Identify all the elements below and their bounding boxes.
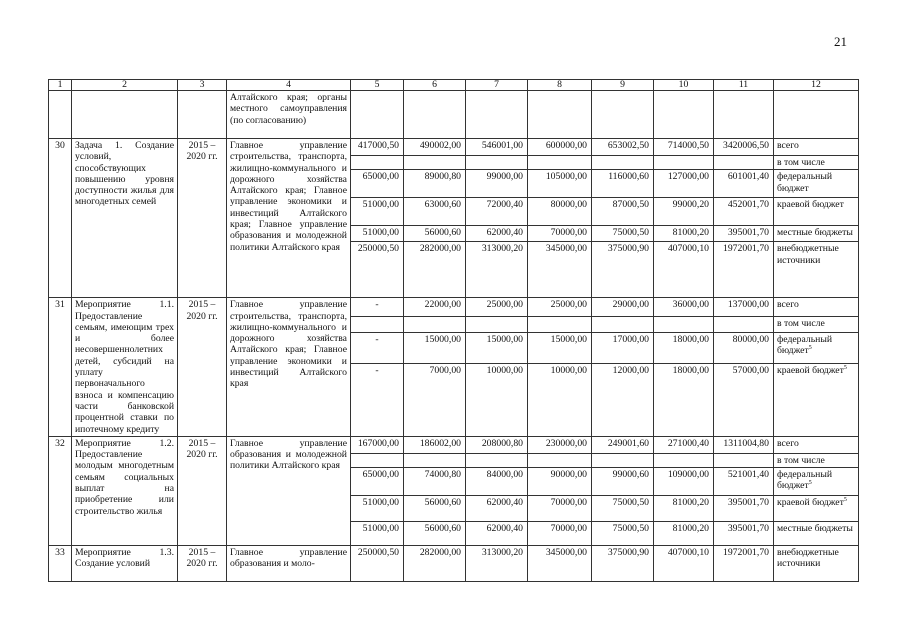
empty-cell [404, 91, 466, 139]
value-cell: - [351, 363, 404, 436]
table-row [49, 546, 859, 582]
empty-cell [178, 91, 227, 139]
value-cell: 12000,00 [592, 363, 654, 436]
source-cell [774, 332, 859, 363]
measure-name: Мероприятие 1.1. Предоставление семьям, имеющим трех и более несовершеннолетних детей, субсидий на уплату первоначального взноса и компенсацию части банковской процентной ставки по ипотечному кредиту [72, 298, 178, 437]
source-cell [774, 156, 859, 170]
executor-cell: Главное управление образования и молодежной политики Алтайского края [227, 436, 351, 545]
period-cell: 2015 – 2020 гг. [178, 436, 227, 545]
value-cell: 15000,00 [466, 332, 528, 363]
value-cell: 250000,50 [351, 546, 404, 582]
value-cell [592, 453, 654, 467]
source-cell [774, 298, 859, 317]
value-cell: 70000,00 [528, 522, 592, 546]
value-cell: 282000,00 [404, 242, 466, 298]
row-number: 30 [49, 139, 72, 298]
value-cell: 15000,00 [528, 332, 592, 363]
source-cell [774, 522, 859, 546]
value-cell: 601001,40 [714, 170, 774, 198]
value-cell: 89000,80 [404, 170, 466, 198]
source-cell [774, 453, 859, 467]
source-cell [774, 468, 859, 496]
source-label: краевой бюджет [777, 497, 844, 509]
value-cell: 57000,00 [714, 363, 774, 436]
value-cell: 51000,00 [351, 496, 404, 522]
header-cell: 1 [49, 80, 72, 91]
source-label: федеральный бюджет [777, 333, 833, 357]
value-cell: 345000,00 [528, 546, 592, 582]
value-cell: 375000,90 [592, 242, 654, 298]
value-cell: 51000,00 [351, 198, 404, 226]
header-cell: 9 [592, 80, 654, 91]
footnote-mark: 5 [808, 480, 812, 487]
value-cell: 116000,60 [592, 170, 654, 198]
source-label: всего [777, 299, 799, 311]
value-cell [654, 156, 714, 170]
value-cell [654, 317, 714, 333]
value-cell [404, 453, 466, 467]
value-cell: 186002,00 [404, 436, 466, 453]
source-label: в том числе [777, 157, 825, 168]
value-cell: 1972001,70 [714, 242, 774, 298]
header-cell: 6 [404, 80, 466, 91]
value-cell [592, 156, 654, 170]
footnote-mark: 5 [843, 496, 847, 503]
source-label: всего [777, 140, 799, 151]
source-label: краевой бюджет [777, 364, 844, 376]
value-cell: 10000,00 [466, 363, 528, 436]
source-cell [774, 170, 859, 198]
empty-cell [72, 91, 178, 139]
header-cell: 11 [714, 80, 774, 91]
value-cell: 81000,20 [654, 226, 714, 242]
measure-name: Мероприятие 1.3. Создание условий [72, 546, 178, 582]
source-cell [774, 363, 859, 436]
value-cell: 417000,50 [351, 139, 404, 156]
value-cell: 18000,00 [654, 363, 714, 436]
value-cell: 72000,40 [466, 198, 528, 226]
source-label: в том числе [777, 454, 825, 466]
executor-cell: Главное управление образования и моло- [227, 546, 351, 582]
value-cell [592, 317, 654, 333]
source-cell [774, 546, 859, 582]
header-cell: 8 [528, 80, 592, 91]
source-label: в том числе [777, 318, 825, 330]
table-row [49, 298, 859, 317]
row-number: 33 [49, 546, 72, 582]
value-cell: 75000,50 [592, 522, 654, 546]
value-cell [351, 453, 404, 467]
executor-cell: Главное управление строительства, транспорта, жилищно-коммунального и дорожного хозяйства Алтайского края; Главное управление экономики и инвестиций Алтайского края [227, 298, 351, 437]
empty-cell [351, 91, 404, 139]
value-cell: 75000,50 [592, 226, 654, 242]
value-cell: 313000,20 [466, 242, 528, 298]
value-cell: 600000,00 [528, 139, 592, 156]
value-cell: 7000,00 [404, 363, 466, 436]
empty-cell [528, 91, 592, 139]
value-cell: 74000,80 [404, 468, 466, 496]
value-cell: 99000,20 [654, 198, 714, 226]
value-cell: 80000,00 [528, 198, 592, 226]
empty-cell [466, 91, 528, 139]
row-number: 32 [49, 436, 72, 545]
row-number: 31 [49, 298, 72, 437]
value-cell: 65000,00 [351, 170, 404, 198]
header-cell: 12 [774, 80, 859, 91]
value-cell: 51000,00 [351, 226, 404, 242]
value-cell: 87000,50 [592, 198, 654, 226]
source-label: местные бюджеты [777, 523, 853, 535]
value-cell: - [351, 298, 404, 317]
value-cell: 84000,00 [466, 468, 528, 496]
value-cell: 75000,50 [592, 496, 654, 522]
value-cell: 56000,60 [404, 522, 466, 546]
program-finance-table [48, 79, 859, 582]
measure-name: Мероприятие 1.2. Предоставление молодым многодетным семьям социальных выплат на приобретение или строительство жилья [72, 436, 178, 545]
value-cell: 407000,10 [654, 546, 714, 582]
footnote-mark: 5 [843, 364, 847, 371]
value-cell: 99000,60 [592, 468, 654, 496]
value-cell: 25000,00 [528, 298, 592, 317]
header-row [49, 80, 859, 91]
value-cell: 3420006,50 [714, 139, 774, 156]
source-cell [774, 317, 859, 333]
value-cell: 546001,00 [466, 139, 528, 156]
value-cell [404, 156, 466, 170]
value-cell: - [351, 332, 404, 363]
source-cell [774, 242, 859, 298]
value-cell: 36000,00 [654, 298, 714, 317]
value-cell [654, 453, 714, 467]
source-cell [774, 139, 859, 156]
value-cell: 1311004,80 [714, 436, 774, 453]
value-cell: 271000,40 [654, 436, 714, 453]
value-cell: 70000,00 [528, 496, 592, 522]
value-cell [351, 317, 404, 333]
value-cell [714, 453, 774, 467]
value-cell [528, 317, 592, 333]
source-label: внебюджетные источники [777, 547, 839, 570]
source-cell [774, 496, 859, 522]
value-cell: 109000,00 [654, 468, 714, 496]
source-cell [774, 226, 859, 242]
empty-cell [714, 91, 774, 139]
value-cell: 56000,60 [404, 226, 466, 242]
header-cell: 3 [178, 80, 227, 91]
value-cell: 395001,70 [714, 226, 774, 242]
header-cell: 5 [351, 80, 404, 91]
page-number: 21 [834, 34, 847, 49]
value-cell: 62000,40 [466, 226, 528, 242]
value-cell: 15000,00 [404, 332, 466, 363]
value-cell [714, 156, 774, 170]
value-cell: 10000,00 [528, 363, 592, 436]
period-cell: 2015 – 2020 гг. [178, 139, 227, 298]
source-label: всего [777, 437, 799, 449]
value-cell [528, 453, 592, 467]
header-cell: 2 [72, 80, 178, 91]
source-cell [774, 436, 859, 453]
value-cell: 714000,50 [654, 139, 714, 156]
value-cell: 1972001,70 [714, 546, 774, 582]
header-cell: 7 [466, 80, 528, 91]
value-cell: 81000,20 [654, 522, 714, 546]
value-cell: 407000,10 [654, 242, 714, 298]
value-cell: 375000,90 [592, 546, 654, 582]
value-cell: 25000,00 [466, 298, 528, 317]
source-label: внебюджетные источники [777, 243, 839, 266]
footnote-mark: 5 [808, 344, 812, 351]
period-cell: 2015 – 2020 гг. [178, 546, 227, 582]
empty-cell [654, 91, 714, 139]
value-cell: 452001,70 [714, 198, 774, 226]
executor-cell: Алтайского края; органы местного самоуправления (по согласованию) [227, 91, 351, 139]
continuation-row [49, 91, 859, 139]
source-cell [774, 198, 859, 226]
value-cell: 80000,00 [714, 332, 774, 363]
executor-cell: Главное управление строительства, транспорта, жилищно-коммунального и дорожного хозяйства Алтайского края; Главное управление экономики и инвестиций Алтайского края; Главное управление образования и молодежной политики Алтайского края [227, 139, 351, 298]
value-cell: 65000,00 [351, 468, 404, 496]
header-cell: 10 [654, 80, 714, 91]
value-cell: 395001,70 [714, 496, 774, 522]
empty-cell [49, 91, 72, 139]
value-cell: 18000,00 [654, 332, 714, 363]
measure-name: Задача 1. Создание условий, способствующих повышению уровня доступности жилья для многодетных семей [72, 139, 178, 298]
source-label: краевой бюджет [777, 199, 844, 211]
value-cell: 29000,00 [592, 298, 654, 317]
source-label: федеральный бюджет [777, 469, 833, 492]
source-label: федеральный бюджет [777, 171, 833, 194]
value-cell: 250000,50 [351, 242, 404, 298]
value-cell: 56000,60 [404, 496, 466, 522]
table-row [49, 436, 859, 453]
value-cell: 17000,00 [592, 332, 654, 363]
value-cell: 395001,70 [714, 522, 774, 546]
value-cell [404, 317, 466, 333]
value-cell: 313000,20 [466, 546, 528, 582]
source-label: местные бюджеты [777, 227, 853, 239]
value-cell: 62000,40 [466, 496, 528, 522]
value-cell [528, 156, 592, 170]
value-cell [714, 317, 774, 333]
value-cell: 81000,20 [654, 496, 714, 522]
value-cell: 90000,00 [528, 468, 592, 496]
value-cell: 51000,00 [351, 522, 404, 546]
value-cell: 137000,00 [714, 298, 774, 317]
value-cell: 127000,00 [654, 170, 714, 198]
value-cell: 230000,00 [528, 436, 592, 453]
table-row [49, 139, 859, 156]
value-cell: 167000,00 [351, 436, 404, 453]
empty-cell [592, 91, 654, 139]
value-cell [466, 453, 528, 467]
value-cell: 63000,60 [404, 198, 466, 226]
value-cell: 521001,40 [714, 468, 774, 496]
value-cell: 653002,50 [592, 139, 654, 156]
value-cell [351, 156, 404, 170]
value-cell: 282000,00 [404, 546, 466, 582]
value-cell: 490002,00 [404, 139, 466, 156]
value-cell: 345000,00 [528, 242, 592, 298]
header-cell: 4 [227, 80, 351, 91]
empty-cell [774, 91, 859, 139]
value-cell: 105000,00 [528, 170, 592, 198]
value-cell: 62000,40 [466, 522, 528, 546]
value-cell: 249001,60 [592, 436, 654, 453]
value-cell: 208000,80 [466, 436, 528, 453]
value-cell: 70000,00 [528, 226, 592, 242]
value-cell: 99000,00 [466, 170, 528, 198]
period-cell: 2015 – 2020 гг. [178, 298, 227, 437]
value-cell [466, 317, 528, 333]
value-cell [466, 156, 528, 170]
value-cell: 22000,00 [404, 298, 466, 317]
